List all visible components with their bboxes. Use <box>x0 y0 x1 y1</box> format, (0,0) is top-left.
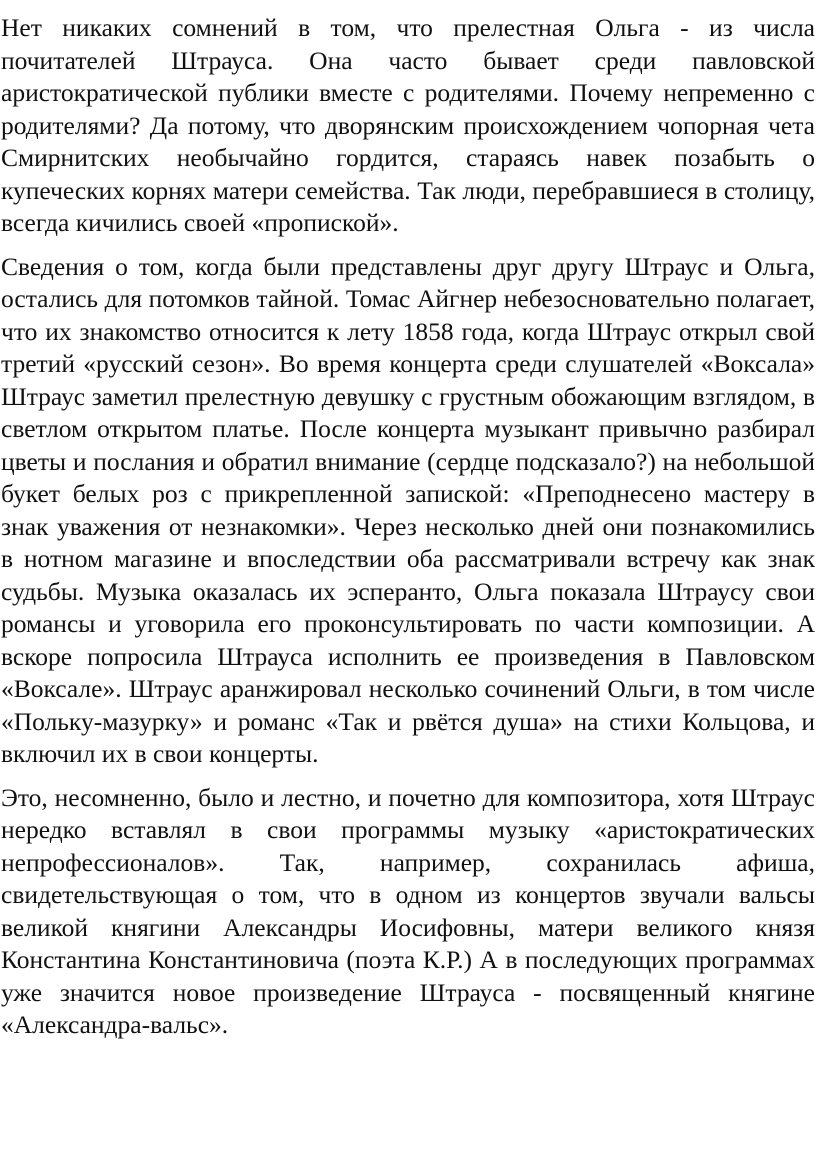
paragraph-1: Нет никаких сомнений в том, что прелестная Ольга - из числа почитателей Штрауса. Она часто бывает среди павловской аристократической публики вместе с родителями. Почему непременно с родителями? Да потому, что дворянским происхождением чопорная чета Смирнитских необычайно гордится, стараясь навек позабыть о купеческих корнях матери семейства. Так люди, перебравшиеся в столицу, всегда кичились своей «пропиской». <box>1 13 815 237</box>
paragraph-2: Сведения о том, когда были представлены друг другу Штраус и Ольга, остались для потомков тайной. Томас Айгнер небезосновательно полагает, что их знакомство относится к лету 1858 года, когда Штраус открыл свой третий «русский сезон». Во время концерта среди слушателей «Воксала» Штраус заметил прелестную девушку с грустным обожающим взглядом, в светлом открытом платье. После концерта музыкант привычно разбирал цветы и послания и обратил внимание (сердце подсказало?) на небольшой букет белых роз с прикрепленной запиской: «Преподнесено мастеру в знак уважения от незнакомки». Через несколько дней они познакомились в нотном магазине и впоследствии оба рассматривали встречу как знак судьбы. Музыка оказалась их эсперанто, Ольга показала Штраусу свои романсы и уговорила его проконсультировать по части композиции. А вскоре попросила Штрауса исполнить ее произведения в Павловском «Воксале». Штраус аранжировал несколько сочинений Ольги, в том числе «Польку-мазурку» и романс «Так и рвётся душа» на стихи Кольцова, и включил их в свои концерты. <box>1 251 815 768</box>
paragraph-3: Это, несомненно, было и лестно, и почетно для композитора, хотя Штраус нередко вставлял в свои программы музыку «аристократических непрофессионалов». Так, например, сохранилась афиша, свидетельствующая о том, что в одном из концертов звучали вальсы великой княгини Александры Иосифовны, матери великого князя Константина Константиновича (поэта К.Р.) А в последующих программах уже значится новое произведение Штрауса - посвященный княгине «Александра-вальс». <box>1 782 815 1039</box>
